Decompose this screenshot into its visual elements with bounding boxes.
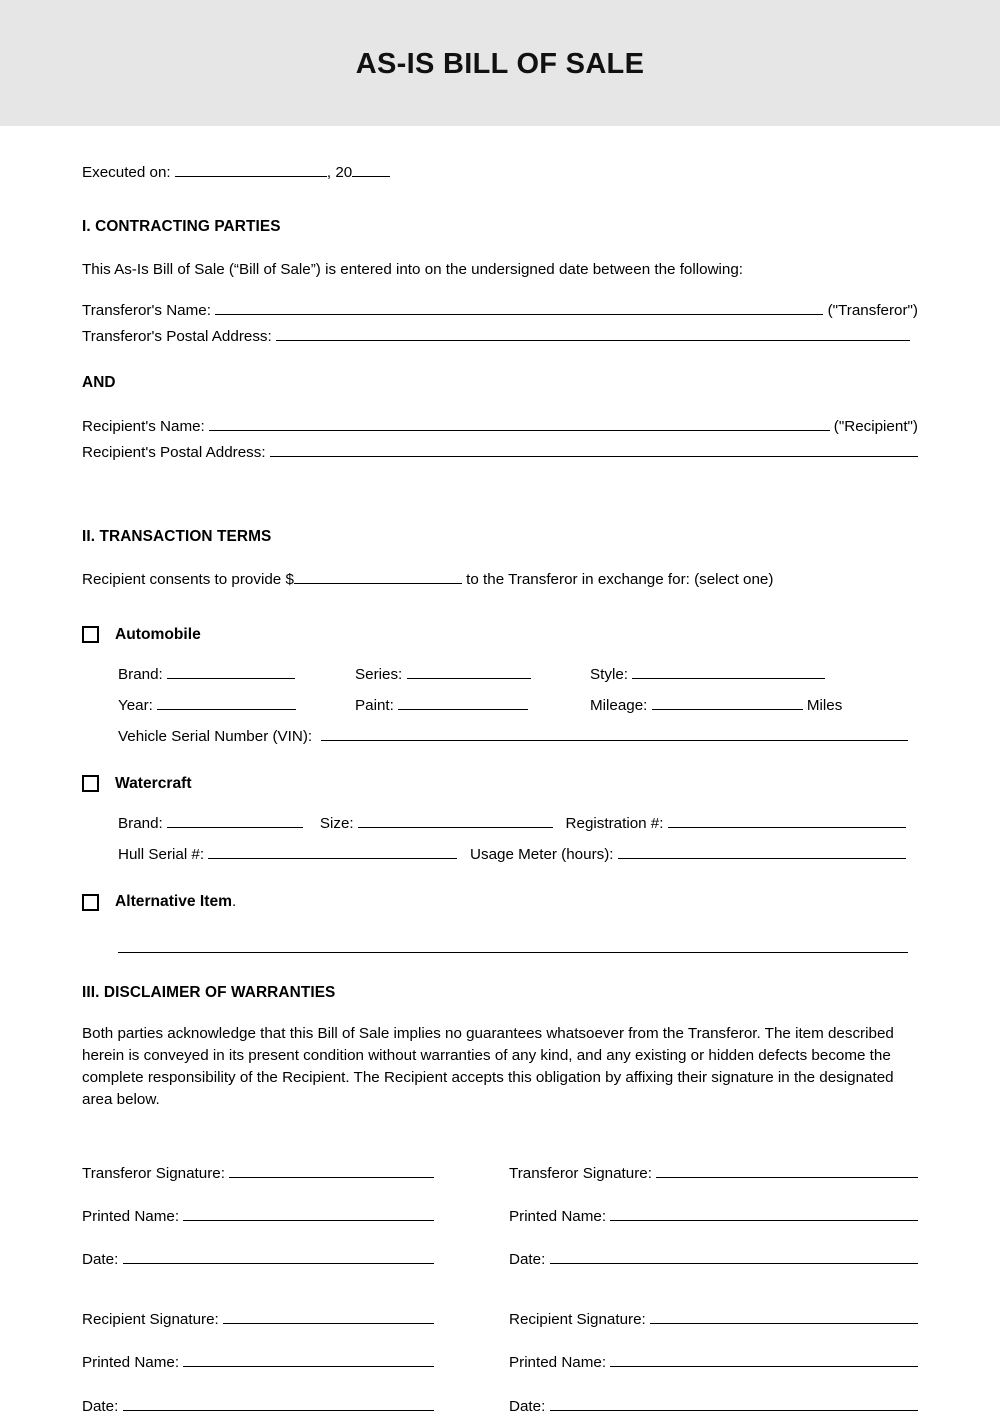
recipient-address-input[interactable] <box>270 442 918 457</box>
watercraft-brand-input[interactable] <box>167 813 303 828</box>
transferor-date-label-right: Date: <box>509 1249 545 1271</box>
transferor-printed-name-input-right[interactable] <box>610 1206 918 1221</box>
transferor-date-row-right <box>509 1249 918 1271</box>
transferor-printed-name-row-left <box>82 1206 500 1228</box>
signature-column-left-1 <box>82 1163 500 1271</box>
option-automobile-label: Automobile <box>115 624 201 646</box>
recipient-name-input[interactable] <box>209 416 830 431</box>
recipient-signature-label-right: Recipient Signature: <box>509 1309 646 1331</box>
watercraft-size-input[interactable] <box>358 813 553 828</box>
recipient-printed-name-row-left <box>82 1352 500 1374</box>
recipient-printed-name-input-right[interactable] <box>610 1352 918 1367</box>
checkbox-watercraft-icon[interactable] <box>82 775 99 792</box>
section-heading-contracting-parties: I. CONTRACTING PARTIES <box>82 216 918 238</box>
section-heading-transaction-terms: II. TRANSACTION TERMS <box>82 526 918 548</box>
automobile-year-input[interactable] <box>157 695 296 710</box>
signature-column-right-1 <box>500 1163 918 1271</box>
automobile-mileage-label: Mileage: <box>590 695 647 717</box>
recipient-printed-name-label-left: Printed Name: <box>82 1352 179 1374</box>
automobile-style-label: Style: <box>590 664 628 686</box>
recipient-signature-label-left: Recipient Signature: <box>82 1309 219 1331</box>
transferor-name-label: Transferor's Name: <box>82 300 211 322</box>
automobile-series-input[interactable] <box>407 664 531 679</box>
recipient-address-row <box>82 442 918 464</box>
recipient-signature-input-left[interactable] <box>223 1309 434 1324</box>
recipient-date-label-left: Date: <box>82 1396 118 1417</box>
executed-on-year-blank[interactable] <box>352 162 390 177</box>
consideration-row <box>82 569 918 591</box>
signature-column-right-2 <box>500 1309 918 1417</box>
page-title: AS-IS BILL OF SALE <box>356 46 644 81</box>
transferor-date-row-left <box>82 1249 500 1271</box>
recipient-date-input-right[interactable] <box>550 1395 918 1410</box>
recipient-name-suffix: ("Recipient") <box>834 416 918 438</box>
transferor-printed-name-label-right: Printed Name: <box>509 1206 606 1228</box>
automobile-field-row-2 <box>118 695 918 717</box>
option-alternative-item[interactable] <box>82 891 918 913</box>
watercraft-registration-input[interactable] <box>668 813 906 828</box>
option-watercraft-label: Watercraft <box>115 773 192 795</box>
watercraft-fields <box>82 813 918 866</box>
contracting-parties-intro: This As-Is Bill of Sale (“Bill of Sale”) is entered into on the undersigned date between the following: <box>82 259 918 281</box>
option-alternative-item-period: . <box>232 891 236 913</box>
transferor-date-input-left[interactable] <box>123 1249 434 1264</box>
recipient-address-label: Recipient's Postal Address: <box>82 442 266 464</box>
automobile-vin-input[interactable] <box>321 726 908 741</box>
executed-on-year-prefix: , 20 <box>327 162 352 184</box>
transferor-name-input[interactable] <box>215 300 823 315</box>
automobile-paint-input[interactable] <box>398 695 528 710</box>
automobile-year-label: Year: <box>118 695 153 717</box>
recipient-name-row <box>82 416 918 438</box>
transferor-signature-input-left[interactable] <box>229 1163 434 1178</box>
checkbox-alternative-item-icon[interactable] <box>82 894 99 911</box>
document-header-band <box>0 0 1000 126</box>
transferor-signature-row-right <box>509 1163 918 1185</box>
recipient-date-input-left[interactable] <box>123 1395 434 1410</box>
recipient-date-row-left <box>82 1395 500 1417</box>
watercraft-size-label: Size: <box>320 813 354 835</box>
recipient-date-row-right <box>509 1395 918 1417</box>
transferor-signature-input-right[interactable] <box>656 1163 918 1178</box>
watercraft-field-row-1 <box>118 813 918 835</box>
recipient-signature-row-left <box>82 1309 500 1331</box>
transferor-printed-name-input-left[interactable] <box>183 1206 434 1221</box>
transferor-name-suffix: ("Transferor") <box>828 300 918 322</box>
automobile-style-input[interactable] <box>632 664 825 679</box>
executed-on-label: Executed on: <box>82 162 171 184</box>
automobile-paint-label: Paint: <box>355 695 394 717</box>
transferor-address-input[interactable] <box>276 326 910 341</box>
automobile-series-label: Series: <box>355 664 402 686</box>
transferor-date-label-left: Date: <box>82 1249 118 1271</box>
document-body <box>0 126 1000 1417</box>
automobile-vin-label: Vehicle Serial Number (VIN): <box>118 726 312 748</box>
transferor-name-row <box>82 300 918 322</box>
transferor-signature-label-left: Transferor Signature: <box>82 1163 225 1185</box>
watercraft-registration-label: Registration #: <box>566 813 664 835</box>
watercraft-usage-meter-label: Usage Meter (hours): <box>470 844 614 866</box>
signature-column-left-2 <box>82 1309 500 1417</box>
transferor-signature-row-left <box>82 1163 500 1185</box>
checkbox-automobile-icon[interactable] <box>82 626 99 643</box>
recipient-printed-name-input-left[interactable] <box>183 1352 434 1367</box>
recipient-date-label-right: Date: <box>509 1396 545 1417</box>
automobile-fields <box>82 664 918 748</box>
recipient-printed-name-label-right: Printed Name: <box>509 1352 606 1374</box>
signature-group-transferor <box>82 1163 918 1271</box>
watercraft-hull-serial-input[interactable] <box>208 844 457 859</box>
recipient-signature-input-right[interactable] <box>650 1309 918 1324</box>
watercraft-field-row-2 <box>118 844 918 866</box>
automobile-brand-label: Brand: <box>118 664 163 686</box>
executed-on-row <box>82 162 918 184</box>
automobile-mileage-input[interactable] <box>652 695 803 710</box>
consideration-prefix: Recipient consents to provide $ <box>82 569 294 591</box>
signature-group-recipient <box>82 1309 918 1417</box>
watercraft-brand-label: Brand: <box>118 813 163 835</box>
automobile-mileage-unit: Miles <box>807 695 842 717</box>
transferor-printed-name-label-left: Printed Name: <box>82 1206 179 1228</box>
watercraft-usage-meter-input[interactable] <box>618 844 906 859</box>
automobile-brand-input[interactable] <box>167 664 295 679</box>
option-alternative-item-label: Alternative Item <box>115 891 232 913</box>
recipient-signature-row-right <box>509 1309 918 1331</box>
watercraft-hull-serial-label: Hull Serial #: <box>118 844 204 866</box>
consideration-suffix: to the Transferor in exchange for: (select one) <box>466 569 773 591</box>
consideration-amount-input[interactable] <box>294 569 462 584</box>
automobile-field-row-1 <box>118 664 918 686</box>
automobile-vin-row <box>118 726 918 748</box>
disclaimer-body: Both parties acknowledge that this Bill of Sale implies no guarantees whatsoever from the Transferor. The item described herein is conveyed in its present condition without warranties of any kind, and any existing or hidden defects become the complete responsibility of the Recipient. The Recipient accepts this obligation by affixing their signature in the designated area below. <box>82 1023 918 1111</box>
transferor-date-input-right[interactable] <box>550 1249 918 1264</box>
recipient-printed-name-row-right <box>509 1352 918 1374</box>
transferor-printed-name-row-right <box>509 1206 918 1228</box>
option-automobile[interactable] <box>82 624 918 646</box>
alternative-item-description <box>82 937 918 952</box>
transferor-address-row <box>82 326 918 348</box>
and-label: AND <box>82 372 918 394</box>
section-heading-disclaimer: III. DISCLAIMER OF WARRANTIES <box>82 982 918 1004</box>
recipient-name-label: Recipient's Name: <box>82 416 205 438</box>
transferor-address-label: Transferor's Postal Address: <box>82 326 272 348</box>
alternative-item-input[interactable] <box>118 937 908 952</box>
executed-on-date-blank[interactable] <box>175 162 327 177</box>
transferor-signature-label-right: Transferor Signature: <box>509 1163 652 1185</box>
option-watercraft[interactable] <box>82 773 918 795</box>
